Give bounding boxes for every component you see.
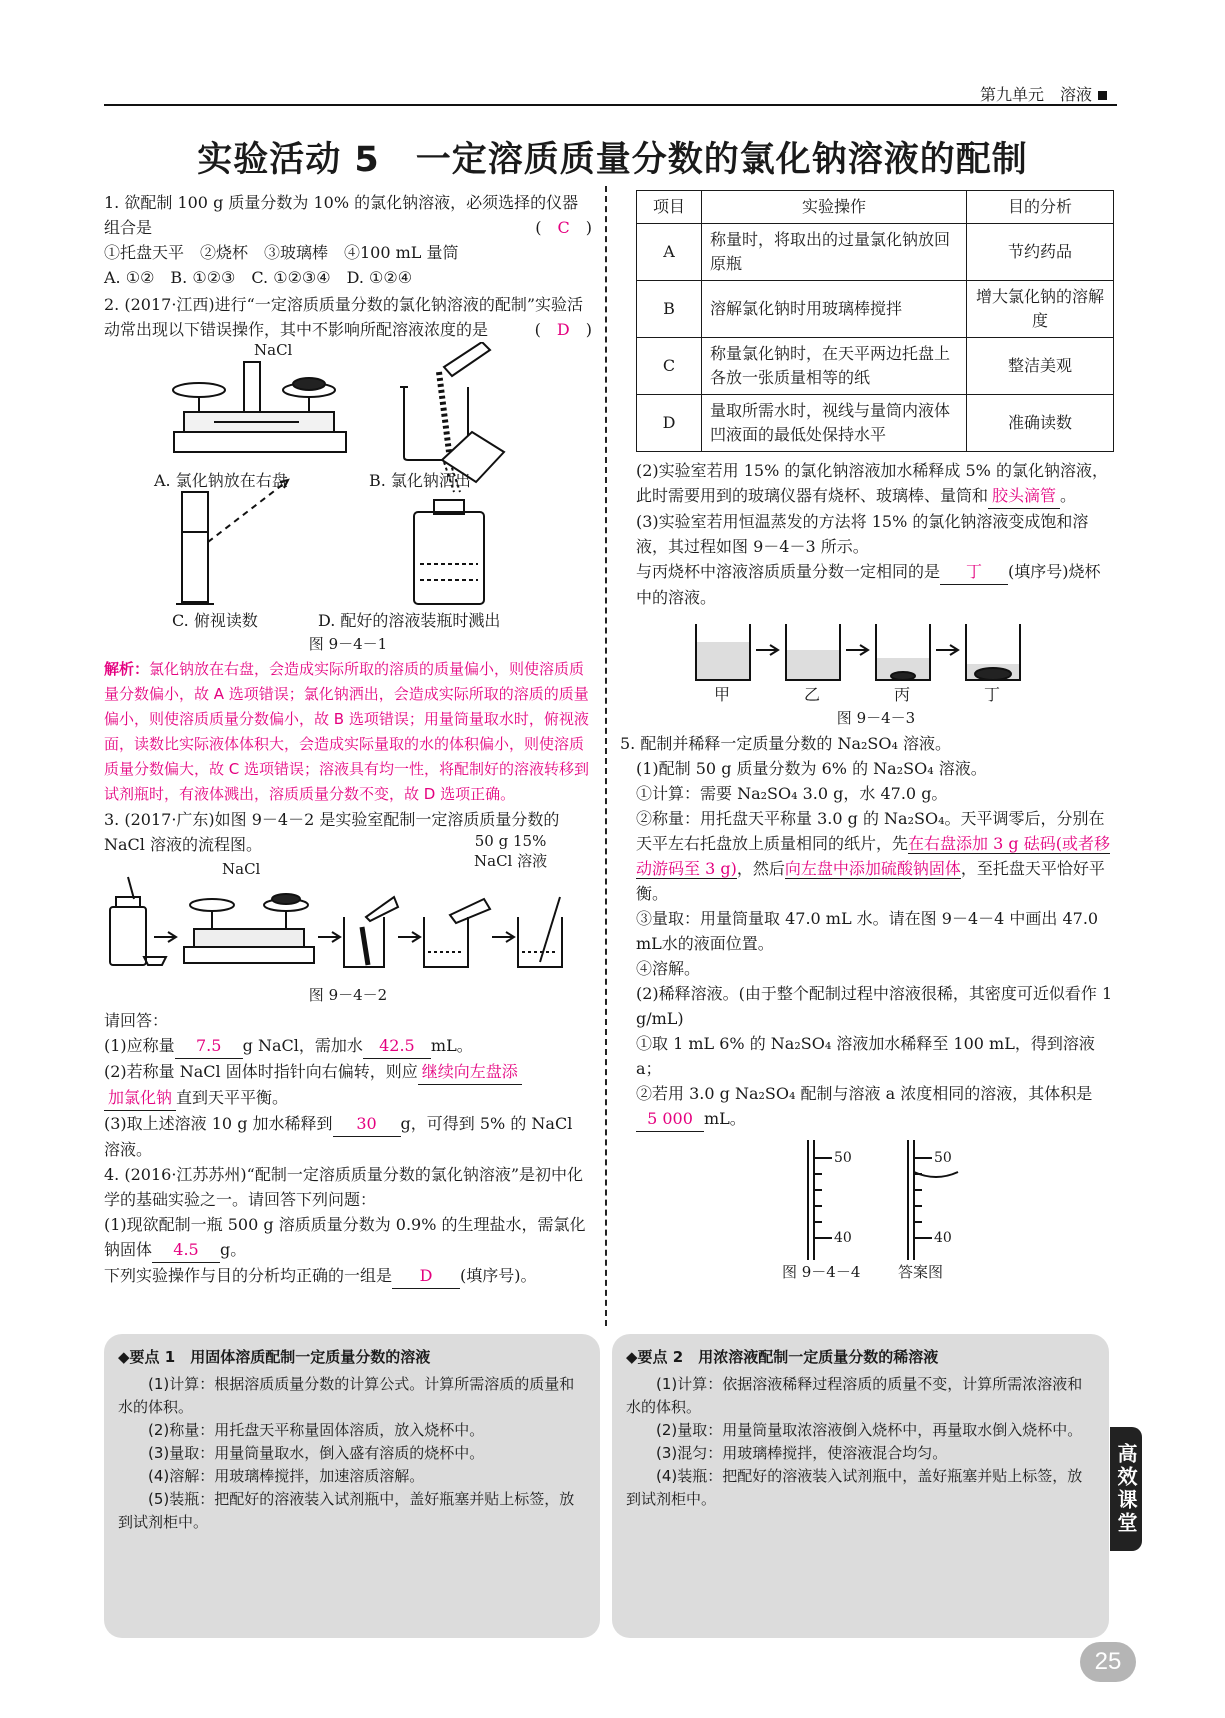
balance-icon <box>184 894 314 963</box>
q1-answer: ( C ) <box>535 218 592 237</box>
key-point-line: (5)装瓶：把配好的溶液装入试剂瓶中，盖好瓶塞并贴上标签，放到试剂柜中。 <box>118 1490 575 1531</box>
column-divider <box>605 186 607 1326</box>
q5-part2: (2)稀释溶液。(由于整个配制过程中溶液很稀，其密度可近似看作 1 g/mL) <box>636 984 1113 1028</box>
key-point-line: (1)计算：依据溶液稀释过程溶质的质量不变，计算所需浓溶液和水的体积。 <box>626 1375 1083 1416</box>
fig-941-label: 图 9－4－1 <box>308 635 388 653</box>
key-point-2-panel <box>612 1334 1109 1638</box>
fig-943-label: 图 9－4－3 <box>836 709 916 727</box>
table-header-row: 项目 实验操作 目的分析 <box>637 191 1114 224</box>
beaker-bing-icon <box>876 624 930 680</box>
figure-9-4-1 <box>104 342 592 632</box>
table-row: A 称量时，将取出的过量氯化钠放回原瓶 节约药品 <box>637 224 1114 281</box>
q3-stem: 3. (2017·广东)如图 9－4－2 是实验室配制一定溶质质量分数的 NaCl 溶液的流程图。 <box>104 810 560 854</box>
table-row: B 溶解氯化钠时用玻璃棒搅拌 增大氯化钠的溶解度 <box>637 281 1114 338</box>
q1-stem: 1. 欲配制 100 g 质量分数为 10% 的氯化钠溶液，必须选择的仪器组合是 ( C ) <box>104 190 592 240</box>
page-number: 25 <box>1080 1642 1136 1682</box>
q1-items: ①托盘天平 ②烧杯 ③玻璃棒 ④100 mL 量筒 <box>104 243 459 262</box>
graduated-cylinder-icon <box>176 480 288 604</box>
side-tab: 高效课堂 <box>1110 1427 1142 1551</box>
operations-table <box>636 190 1114 452</box>
q5-step1: ①计算：需要 Na₂SO₄ 3.0 g，水 47.0 g。 <box>636 784 948 803</box>
q3-part1: (1)应称量 7.5 g NaCl，需加水 42.5 mL。 <box>104 1033 592 1059</box>
fig-942-nacl-label: NaCl <box>222 860 261 878</box>
q2-stem: 2. (2017·江西)进行“一定溶质质量分数的氯化钠溶液的配制”实验活动常出现以下错误操作，其中不影响所配溶液浓度的是 ( D ) <box>104 292 592 342</box>
key-point-1-heading: ◆要点 1 用固体溶质配制一定质量分数的溶液 <box>118 1348 431 1366</box>
key-point-1-panel <box>104 1334 600 1638</box>
fig-942-label: 图 9－4－2 <box>308 986 388 1004</box>
key-point-2-heading: ◆要点 2 用浓溶液配制一定质量分数的稀溶液 <box>626 1348 939 1366</box>
fig-942-drawing <box>104 857 592 983</box>
key-point-line: (3)量取：用量筒量取水，倒入盛有溶质的烧杯中。 <box>148 1444 485 1462</box>
q3-part2: (2)若称量 NaCl 固体时指针向右偏转，则应 继续向左盘添 加氯化钠 直到天平平衡。 <box>104 1059 592 1111</box>
beaker-yi-icon <box>786 624 840 680</box>
cylinder-blank-icon <box>808 1140 832 1260</box>
q5-dilute2: ②若用 3.0 g Na₂SO₄ 配制与溶液 a 浓度相同的溶液，其体积是5 000 mL。 <box>636 1081 1116 1132</box>
q4-stem: 4. (2016·江苏苏州)“配制一定溶质质量分数的氯化钠溶液”是初中化学的基础实验之一。请回答下列问题： <box>104 1165 584 1209</box>
unit-header: 第九单元 溶液 <box>980 82 1107 105</box>
cyl1-label-40: 40 <box>834 1230 852 1246</box>
q4-part1-select: 下列实验操作与目的分析均正确的一组是 D (填序号)。 <box>104 1263 592 1289</box>
beaker-label-yi: 乙 <box>804 685 821 704</box>
balance-scale-icon <box>173 362 346 452</box>
fig-941-caption-d: D. 配好的溶液装瓶时溅出 <box>318 611 501 630</box>
figure-9-4-3 <box>636 610 1116 706</box>
nacl-jar-icon <box>110 907 146 965</box>
fig-943-drawing <box>636 610 1116 706</box>
q5-part1: (1)配制 50 g 质量分数为 6% 的 Na₂SO₄ 溶液。 <box>636 759 987 778</box>
q2-answer: ( D ) <box>534 320 592 339</box>
key-point-line: (1)计算：根据溶质质量分数的计算公式。计算所需溶质的质量和水的体积。 <box>118 1375 575 1416</box>
q5-step3: ③量取：用量筒量取 47.0 mL 水。请在图 9－4－4 中画出 47.0 mL水的液面位置。 <box>636 909 1099 953</box>
q4-part2: (2)实验室若用 15% 的氯化钠溶液加水稀释成 5% 的氯化钠溶液，此时需要用到的玻璃仪器有烧杯、玻璃棒、量筒和 胶头滴管 。 <box>636 458 1116 509</box>
right-column <box>620 190 1116 1286</box>
fig-941-nacl-label: NaCl <box>254 341 293 359</box>
q3-part3: (3)取上述溶液 10 g 加水稀释到 30 g，可得到 5% 的 NaCl 溶液。 <box>104 1111 592 1162</box>
cyl2-label-40: 40 <box>934 1230 952 1246</box>
beaker-label-bing: 丙 <box>894 685 911 704</box>
beaker-water-icon <box>424 899 490 967</box>
table-row: D 量取所需水时，视线与量筒内液体凹液面的最低处保持水平 准确读数 <box>637 395 1114 452</box>
reagent-bottle-icon <box>414 432 504 604</box>
cyl2-label-50: 50 <box>934 1150 952 1166</box>
beaker-jia-icon <box>696 624 750 680</box>
beaker-ding-icon <box>966 624 1020 680</box>
q5-dilute1: ①取 1 mL 6% 的 Na₂SO₄ 溶液加水稀释至 100 mL，得到溶液 a； <box>636 1034 1095 1078</box>
key-point-line: (4)溶解：用玻璃棒搅拌，加速溶质溶解。 <box>148 1467 425 1485</box>
key-point-line: (4)装瓶：把配好的溶液装入试剂瓶中，盖好瓶塞并贴上标签，放到试剂柜中。 <box>626 1467 1083 1508</box>
fig-944-label: 图 9－4－4 <box>782 1263 861 1281</box>
figure-9-4-4 <box>636 1136 1116 1286</box>
fig-944-drawing <box>636 1136 1116 1286</box>
key-point-line: (3)混匀：用玻璃棒搅拌，使溶液混合均匀。 <box>656 1444 948 1462</box>
answer-figure-label: 答案图 <box>898 1263 944 1281</box>
fig-942-final-label: 50 g 15% NaCl 溶液 <box>474 832 548 870</box>
cyl1-label-50: 50 <box>834 1150 852 1166</box>
fig-941-caption-a: A. 氯化钠放在右盘 <box>154 471 288 490</box>
q4-part3-question: 与丙烧杯中溶液溶质质量分数一定相同的是 丁 (填序号)烧杯中的溶液。 <box>636 559 1116 610</box>
q3-prompt: 请回答： <box>104 1011 169 1030</box>
beaker-label-ding: 丁 <box>984 685 1001 704</box>
page-title: 实验活动 5 一定溶质质量分数的氯化钠溶液的配制 <box>197 140 1028 180</box>
q5-step4: ④溶解。 <box>636 959 701 978</box>
q2-analysis: 解析：氯化钠放在右盘，会造成实际所取的溶质的质量偏小，则使溶质质量分数偏小，故 A 选项错误；氯化钠洒出，会造成实际所取的溶质的质量偏小，则使溶质质量分数偏小，故 B 选项错误；用量筒量取水时，俯视液面，读数比实际液体体积大，会造成实际量取的水的体积偏小，则使溶质质量分数偏大，故 C 选项错误；溶液具有均一性，将配制好的溶液转移到试剂瓶时，有液体溅出，溶质质量分数不变，故 D 选项正确。 <box>104 660 590 803</box>
beaker-icon <box>344 897 398 967</box>
left-column <box>104 190 592 1289</box>
square-marker-icon <box>1098 91 1107 100</box>
header-rule <box>104 104 1117 106</box>
q5-step2: ②称量：用托盘天平称量 3.0 g 的 Na₂SO₄。天平调零后，分别在天平左右托盘放上质量相同的纸片，先在右盘添加 3 g 砝码(或者移动游码至 3 g)，然后向左盘中添加硫酸钠固体，至托盘天平恰好平衡。 <box>636 809 1110 903</box>
key-point-line: (2)称量：用托盘天平称量固体溶质，放入烧杯中。 <box>148 1421 485 1439</box>
q4-part3: (3)实验室若用恒温蒸发的方法将 15% 的氯化钠溶液变成饱和溶液，其过程如图 9－4－3 所示。 <box>636 512 1089 556</box>
fig-941-caption-b: B. 氯化钠洒出 <box>369 471 471 490</box>
beaker-stirring-icon <box>518 897 562 967</box>
q1-options: A. ①② B. ①②③ C. ①②③④ D. ①②④ <box>104 268 413 287</box>
key-point-line: (2)量取：用量筒量取浓溶液倒入烧杯中，再量取水倒入烧杯中。 <box>656 1421 1083 1439</box>
beaker-label-jia: 甲 <box>714 685 731 704</box>
q4-part1: (1)现欲配制一瓶 500 g 溶质质量分数为 0.9% 的生理盐水，需氯化钠固体 4.5 g。 <box>104 1212 592 1263</box>
fig-941-caption-c: C. 俯视读数 <box>172 611 258 630</box>
table-row: C 称量氯化钠时，在天平两边托盘上各放一张质量相等的纸 整洁美观 <box>637 338 1114 395</box>
q5-stem: 5. 配制并稀释一定质量分数的 Na₂SO₄ 溶液。 <box>620 734 951 753</box>
